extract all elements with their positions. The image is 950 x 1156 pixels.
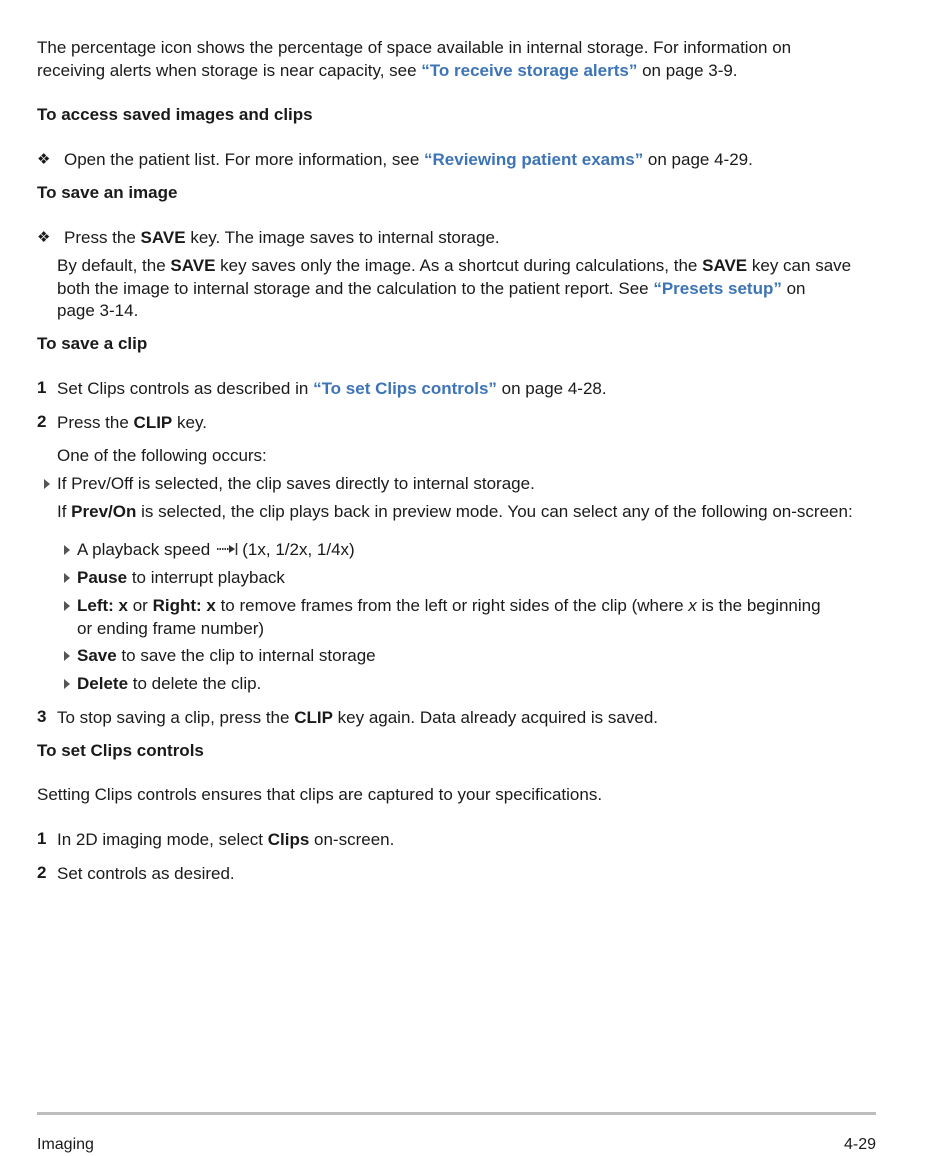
step-number: 2 — [37, 412, 47, 431]
triangle-right-icon — [64, 545, 70, 555]
option-left-right — [77, 595, 877, 640]
heading-save-clip: To save a clip — [37, 334, 148, 353]
clip-step1 — [57, 378, 877, 401]
access-bullet-post: on page 4-29. — [643, 150, 753, 169]
prev-on-pre: If — [57, 502, 72, 521]
triangle-right-icon — [64, 573, 70, 583]
access-bullet-text — [64, 149, 864, 172]
heading-save-image: To save an image — [37, 183, 178, 202]
diamond-bullet-icon: ❖ — [37, 151, 51, 168]
left-right-post2: is the beginning — [696, 596, 821, 615]
x-variable: x — [688, 596, 697, 615]
save-image-paragraph — [57, 255, 877, 323]
save-image-bullet — [64, 227, 864, 250]
footer-section-name: Imaging — [37, 1136, 94, 1153]
clips-step1-post: on-screen. — [309, 830, 395, 849]
heading-access-saved: To access saved images and clips — [37, 105, 313, 124]
left-right-line2: or ending frame number) — [77, 618, 265, 638]
triangle-right-icon — [44, 479, 50, 489]
clips-step2: Set controls as desired. — [57, 864, 235, 883]
intro-line1: The percentage icon shows the percentage of space available in internal storage. For information on — [37, 38, 792, 57]
save-key-label: SAVE — [702, 256, 748, 275]
footer-page-number: 4-29 — [843, 1136, 876, 1153]
save-image-p6: page 3-14. — [57, 301, 139, 320]
clip-step2 — [57, 412, 877, 435]
access-bullet-pre: Open the patient list. For more information, see — [64, 150, 425, 169]
save-image-p4: both the image to internal storage and the calculation to the patient report. See — [57, 278, 654, 298]
clip-key-label: CLIP — [133, 413, 173, 432]
triangle-right-icon — [64, 601, 70, 611]
step-number: 1 — [37, 829, 47, 848]
clips-step1-pre: In 2D imaging mode, select — [57, 830, 268, 849]
save-image-bullet-pre: Press the — [64, 228, 141, 247]
pause-post: to interrupt playback — [127, 568, 285, 587]
clips-step1 — [57, 829, 877, 852]
clip-step3 — [57, 707, 877, 730]
clip-step2-pre: Press the — [57, 413, 134, 432]
prev-on-text — [57, 501, 877, 524]
prev-on-post: is selected, the clip plays back in preview mode. You can select any of the following on-screen: — [136, 502, 853, 521]
playback-speed-icon — [216, 542, 238, 556]
speed-pre: A playback speed — [77, 540, 211, 559]
clip-step3-pre: To stop saving a clip, press the — [57, 708, 295, 727]
save-label: Save — [77, 646, 117, 665]
link-set-clips-controls[interactable]: “To set Clips controls” — [313, 379, 497, 398]
save-image-p1: By default, the — [57, 256, 171, 275]
save-image-bullet-post: key. The image saves to internal storage. — [185, 228, 500, 247]
option-playback-speed — [77, 539, 877, 562]
save-image-p3: key can save — [747, 256, 852, 275]
clip-step2-post: key. — [172, 413, 207, 432]
pause-label: Pause — [77, 568, 128, 587]
left-right-or: or — [128, 596, 153, 615]
clips-key-label: Clips — [267, 830, 310, 849]
clip-key-label: CLIP — [294, 708, 333, 727]
delete-post: to delete the clip. — [128, 674, 262, 693]
step-number: 1 — [37, 378, 47, 397]
heading-set-clips-controls: To set Clips controls — [37, 741, 204, 760]
link-reviewing-patient-exams[interactable]: “Reviewing patient exams” — [424, 150, 644, 169]
option-save — [77, 645, 877, 668]
left-x-label: Left: x — [77, 596, 128, 615]
step-number: 2 — [37, 863, 47, 882]
occurs-text: One of the following occurs: — [57, 446, 267, 465]
diamond-bullet-icon: ❖ — [37, 229, 51, 246]
option-pause — [77, 567, 877, 590]
save-key-label: SAVE — [140, 228, 186, 247]
left-right-post: to remove frames from the left or right sides of the clip (where — [215, 596, 689, 615]
step-number: 3 — [37, 707, 47, 726]
save-post: to save the clip to internal storage — [116, 646, 376, 665]
clip-step1-post: on page 4-28. — [496, 379, 607, 398]
delete-label: Delete — [77, 674, 129, 693]
save-image-p5: on — [781, 278, 806, 298]
speed-post: (1x, 1/2x, 1/4x) — [242, 540, 355, 559]
intro-line2-post: on page 3-9. — [637, 60, 738, 80]
link-presets-setup[interactable]: “Presets setup” — [653, 278, 782, 298]
prev-on-key: Prev/On — [71, 502, 137, 521]
save-key-label: SAVE — [170, 256, 216, 275]
link-receive-storage-alerts[interactable]: “To receive storage alerts” — [421, 60, 638, 80]
clip-step3-post: key again. Data already acquired is saved. — [332, 708, 658, 727]
triangle-right-icon — [64, 651, 70, 661]
clips-controls-intro: Setting Clips controls ensures that clips are captured to your specifications. — [37, 785, 603, 804]
option-delete — [77, 673, 877, 696]
save-image-p2: key saves only the image. As a shortcut during calculations, the — [215, 256, 703, 275]
clip-step1-pre: Set Clips controls as described in — [57, 379, 314, 398]
prev-off-text: If Prev/Off is selected, the clip saves directly to internal storage. — [57, 474, 535, 493]
footer-divider — [37, 1112, 876, 1115]
triangle-right-icon — [64, 679, 70, 689]
intro-line2-text: receiving alerts when storage is near capacity, see — [37, 60, 422, 80]
intro-paragraph — [37, 37, 877, 82]
right-x-label: Right: x — [152, 596, 216, 615]
